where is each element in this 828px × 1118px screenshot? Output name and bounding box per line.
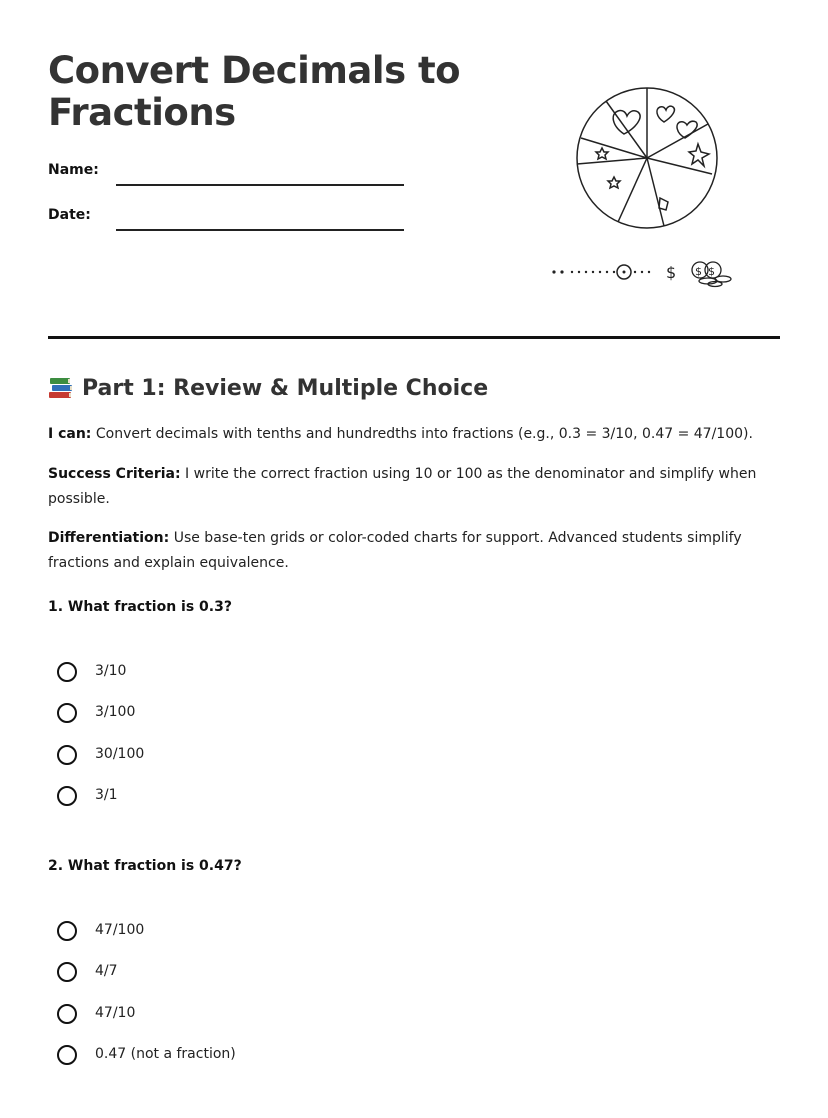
option-label: 0.47 (not a fraction)	[95, 1046, 236, 1062]
success-criteria-text: I write the correct fraction using 10 or 100 as the denominator and simplify when possible.	[48, 466, 757, 507]
date-label: Date:	[48, 207, 91, 223]
coin-dollar-left: $	[695, 265, 702, 278]
i-can-label: I can:	[48, 426, 92, 442]
option-label: 47/100	[95, 922, 145, 938]
q2-option-b[interactable]	[57, 962, 457, 988]
option-label: 3/1	[95, 787, 118, 803]
radio-button[interactable]	[57, 962, 77, 982]
q1-option-b[interactable]	[57, 703, 457, 729]
name-field[interactable]	[48, 154, 408, 184]
coin-dollar-right: $	[708, 265, 715, 278]
radio-button[interactable]	[57, 662, 77, 682]
radio-button[interactable]	[57, 1045, 77, 1065]
i-can-text: Convert decimals with tenths and hundredths into fractions (e.g., 0.3 = 3/10, 0.47 = 47/100).	[91, 426, 753, 442]
name-underline[interactable]	[116, 184, 404, 186]
name-label: Name:	[48, 162, 99, 178]
q2-option-a[interactable]	[57, 921, 457, 947]
success-criteria-label: Success Criteria:	[48, 466, 181, 482]
question-1: 1. What fraction is 0.3?	[48, 599, 232, 615]
radio-button[interactable]	[57, 786, 77, 806]
q2-option-d[interactable]	[57, 1045, 457, 1071]
i-can-statement	[48, 422, 783, 447]
coins-illustration	[548, 258, 738, 288]
date-underline[interactable]	[116, 229, 404, 231]
option-label: 30/100	[95, 746, 145, 762]
part1-heading-text: Part 1: Review & Multiple Choice	[82, 376, 489, 401]
radio-button[interactable]	[57, 745, 77, 765]
radio-button[interactable]	[57, 703, 77, 723]
q1-option-c[interactable]	[57, 745, 457, 771]
success-criteria	[48, 462, 783, 512]
spinner-illustration	[572, 86, 722, 230]
q2-option-c[interactable]	[57, 1004, 457, 1030]
radio-button[interactable]	[57, 1004, 77, 1024]
differentiation-label: Differentiation:	[48, 530, 170, 546]
q1-option-d[interactable]	[57, 786, 457, 812]
section-divider	[48, 336, 780, 339]
part1-heading	[48, 374, 748, 409]
date-field[interactable]	[48, 199, 408, 229]
option-label: 3/10	[95, 663, 127, 679]
differentiation-text: Use base-ten grids or color-coded charts for support. Advanced students simplify fractions and explain equivalence.	[48, 530, 742, 571]
differentiation	[48, 526, 783, 576]
books-icon	[48, 376, 74, 409]
option-label: 4/7	[95, 963, 118, 979]
coin-pile-icon	[548, 258, 738, 288]
page-title: Convert Decimals to Fractions	[48, 49, 461, 134]
question-2: 2. What fraction is 0.47?	[48, 858, 242, 874]
option-label: 47/10	[95, 1005, 136, 1021]
option-label: 3/100	[95, 704, 136, 720]
q1-option-a[interactable]	[57, 662, 457, 688]
dollar-sign: $	[666, 263, 677, 282]
spinner-wheel-icon	[572, 86, 722, 230]
radio-button[interactable]	[57, 921, 77, 941]
